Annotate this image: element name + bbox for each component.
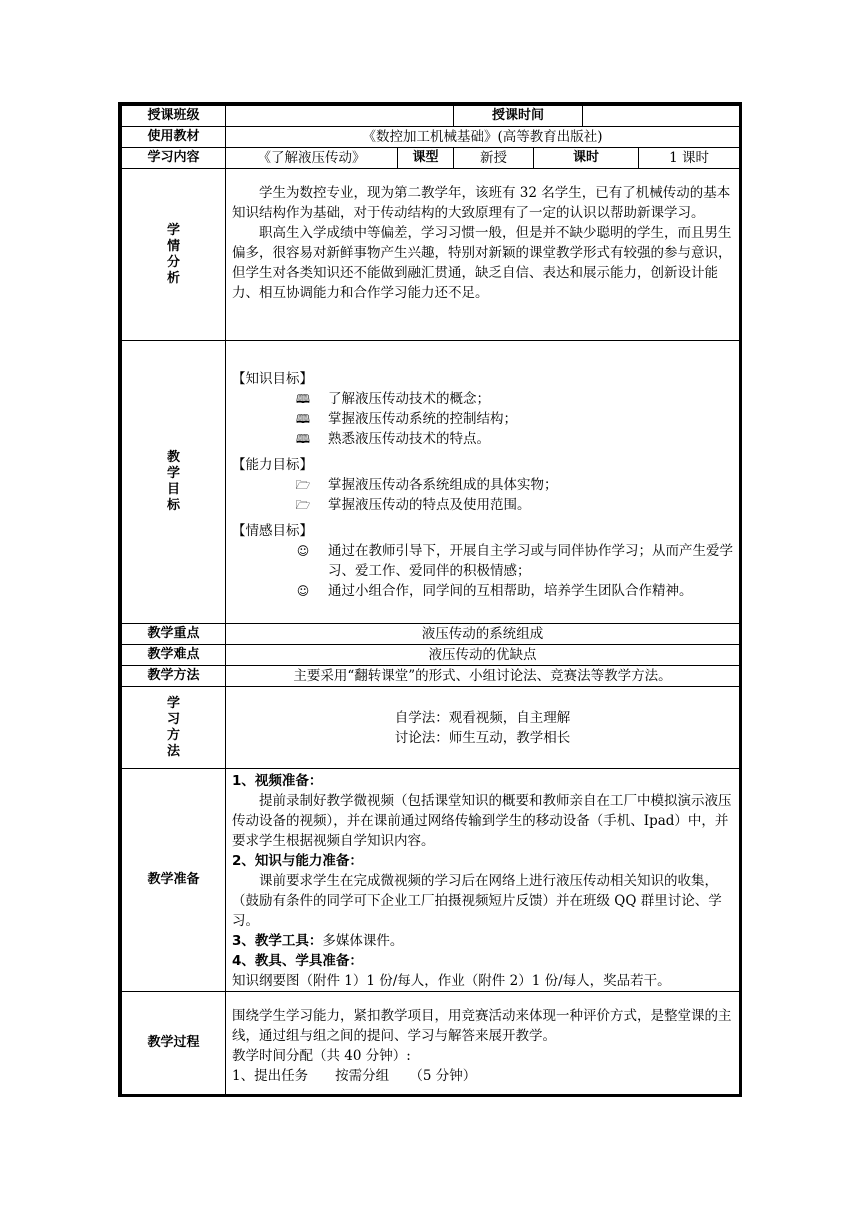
book-icon: 🕮 xyxy=(295,392,311,406)
teaching-method-label: 教学方法 xyxy=(122,666,226,687)
class-label: 授课班级 xyxy=(122,106,226,127)
goals-body xyxy=(226,341,740,624)
hours-label: 课时 xyxy=(534,148,639,169)
type-value: 新授 xyxy=(454,148,534,169)
emotion-goal-item: ☺ 通过在教师引导下，开展自主学习或与同伴协作学习；从而产生爱学习、爱工作、爱同伴的积极情感； xyxy=(232,541,733,581)
row-content xyxy=(122,148,740,169)
class-value xyxy=(226,106,454,127)
row-class xyxy=(122,106,740,127)
book-icon: 🕮 xyxy=(295,432,311,446)
analysis-label-char: 析 xyxy=(166,270,180,286)
emotion-goal-item: ☺ 通过小组合作，同学间的互相帮助，培养学生团队合作精神。 xyxy=(232,581,733,601)
textbook-value: 《数控加工机械基础》(高等教育出版社) xyxy=(226,127,740,148)
analysis-paragraph-2: 职高生入学成绩中等偏差，学习习惯一般，但是并不缺少聪明的学生，而且男生偏多，很容易对新鲜事物产生兴趣，特别对新颖的课堂教学形式有较强的参与意识，但学生对各类知识还不能做到融汇贯通，缺乏自信、表达和展示能力，创新设计能力、相互协调能力和合作学习能力还不足。 xyxy=(232,225,732,301)
prep-paragraph-1: 提前录制好教学微视频（包括课堂知识的概要和教师亲自在工厂中模拟演示液压传动设备的视频），并在课前通过网络传输到学生的移动设备（手机、Ipad）中，并要求学生根据视频自学知识内容。 xyxy=(232,793,732,849)
time-value xyxy=(583,106,740,127)
knowledge-goal-item: 🕮 掌握液压传动系统的控制结构； xyxy=(295,411,517,427)
process-paragraph-2: 教学时间分配（共 40 分钟）: xyxy=(232,1048,411,1064)
row-key-point xyxy=(122,624,740,645)
preparation-body xyxy=(226,769,740,992)
prep-text-3: 多媒体课件。 xyxy=(322,933,404,949)
analysis-paragraph-1: 学生为数控专业，现为第二教学年，该班有 32 名学生，已有了机械传动的基本知识结构作为基础，对于传动结构的大致原理有了一定的认识以帮助新课学习。 xyxy=(232,185,731,221)
prep-paragraph-4: 知识纲要图（附件 1）1 份/每人，作业（附件 2）1 份/每人，奖品若干。 xyxy=(232,973,671,989)
time-label: 授课时间 xyxy=(454,106,583,127)
row-preparation xyxy=(122,769,740,992)
goals-label-char: 学 xyxy=(166,466,180,481)
hours-value: 1 课时 xyxy=(639,148,740,169)
lesson-plan-table xyxy=(121,105,740,1095)
prep-heading-1: 1、视频准备： xyxy=(232,773,323,789)
row-analysis xyxy=(122,169,740,341)
smiley-icon: ☺ xyxy=(296,584,310,598)
analysis-body xyxy=(226,169,740,341)
key-point-label: 教学重点 xyxy=(122,624,226,645)
goals-label-char: 教 xyxy=(166,450,180,465)
learning-label-char: 法 xyxy=(166,743,180,759)
analysis-label-char: 分 xyxy=(166,254,180,270)
ability-goals-title: 【能力目标】 xyxy=(232,457,313,473)
emotion-goals-title: 【情感目标】 xyxy=(232,523,313,539)
ability-goal-item: 🗁 掌握液压传动的特点及使用范围。 xyxy=(295,497,531,513)
learning-label-char: 习 xyxy=(166,711,180,727)
content-label: 学习内容 xyxy=(122,148,226,169)
ability-goal-item: 🗁 掌握液压传动各系统组成的具体实物； xyxy=(295,477,558,493)
goals-label-char: 标 xyxy=(166,498,180,513)
row-teaching-method xyxy=(122,666,740,687)
prep-paragraph-2: 课前要求学生在完成微视频的学习后在网络上进行液压传动相关知识的收集，（鼓励有条件的同学可下企业工厂拍摄视频短片反馈）并在班级 QQ 群里讨论、学习。 xyxy=(232,873,722,929)
difficulty-value: 液压传动的优缺点 xyxy=(226,645,740,666)
process-label: 教学过程 xyxy=(122,992,226,1095)
book-icon: 🕮 xyxy=(295,412,311,426)
row-textbook xyxy=(122,127,740,148)
prep-heading-3: 3、教学工具： xyxy=(232,933,323,949)
learning-label-char: 方 xyxy=(166,727,180,743)
smiley-icon: ☺ xyxy=(296,544,310,558)
process-body xyxy=(226,992,740,1095)
analysis-label xyxy=(122,169,226,341)
knowledge-goals-title: 【知识目标】 xyxy=(232,371,313,387)
learning-label-char: 学 xyxy=(166,695,180,711)
prep-heading-4: 4、教具、学具准备： xyxy=(232,953,363,969)
prep-line-3 xyxy=(232,931,733,951)
key-point-value: 液压传动的系统组成 xyxy=(226,624,740,645)
learning-method-line: 自学法：观看视频，自主理解 xyxy=(394,709,571,726)
row-process xyxy=(122,992,740,1095)
folder-icon: 🗁 xyxy=(295,498,311,512)
learning-method-line: 讨论法：师生互动，教学相长 xyxy=(394,729,571,746)
analysis-label-char: 学 xyxy=(166,222,180,238)
learning-method-label xyxy=(122,687,226,769)
goals-label-char: 目 xyxy=(166,482,180,497)
difficulty-label: 教学难点 xyxy=(122,645,226,666)
knowledge-goal-item: 🕮 熟悉液压传动技术的特点。 xyxy=(295,431,490,447)
content-value: 《了解液压传动》 xyxy=(226,148,398,169)
process-paragraph-3: 1、提出任务 按需分组 （5 分钟） xyxy=(232,1068,477,1084)
row-learning-method xyxy=(122,687,740,769)
preparation-label: 教学准备 xyxy=(122,769,226,992)
teaching-method-value: 主要采用“翻转课堂”的形式、小组讨论法、竞赛法等教学方法。 xyxy=(226,666,740,687)
knowledge-goal-item: 🕮 了解液压传动技术的概念； xyxy=(295,391,490,407)
prep-heading-2: 2、知识与能力准备： xyxy=(232,853,363,869)
process-paragraph-1: 围绕学生学习能力，紧扣教学项目，用竞赛活动来体现一种评价方式，是整堂课的主线，通过组与组之间的提问、学习与解答来展开教学。 xyxy=(232,1008,732,1044)
goals-label xyxy=(122,341,226,624)
row-difficulty xyxy=(122,645,740,666)
row-goals xyxy=(122,341,740,624)
analysis-label-char: 情 xyxy=(166,238,180,254)
folder-icon: 🗁 xyxy=(295,478,311,492)
type-label: 课型 xyxy=(398,148,454,169)
textbook-label: 使用教材 xyxy=(122,127,226,148)
learning-method-body xyxy=(226,687,740,769)
